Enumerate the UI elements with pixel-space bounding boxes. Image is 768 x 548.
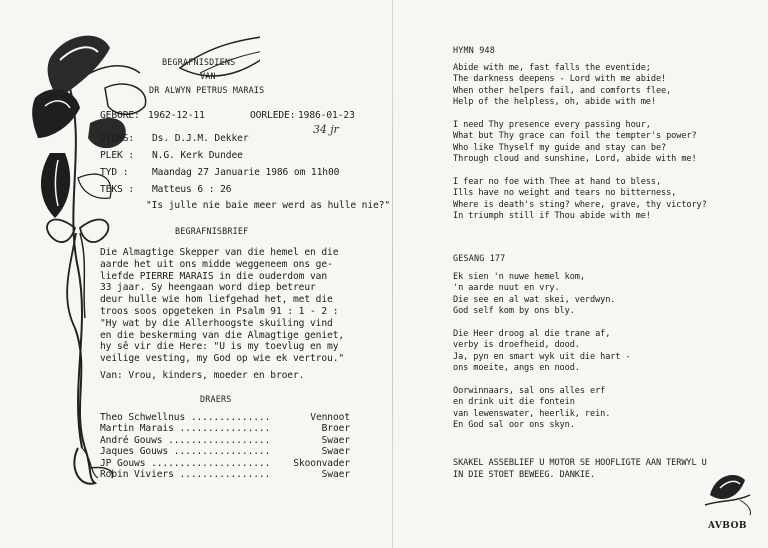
- detail-value: Maandag 27 Januarie 1986 om 11h00: [152, 167, 340, 178]
- hymn-line: In triumph still if Thou abide with me!: [453, 211, 651, 222]
- brief-title: BEGRAFNISBRIEF: [175, 226, 249, 236]
- brief-line: troos soos opgeteken in Psalm 91 : 1 - 2 :: [100, 305, 339, 317]
- headlights-notice: [453, 457, 707, 481]
- gesang-line: Ek sien 'n nuwe hemel kom,: [453, 272, 585, 282]
- draer-name: JP Gouws .....................: [100, 457, 271, 469]
- oorlede-label: OORLEDE:: [250, 110, 296, 121]
- draer-row: [100, 412, 350, 423]
- gebore-value: 1962-12-11: [148, 110, 205, 121]
- detail-label: TEKS :: [100, 184, 135, 195]
- draer-name: Robin Viviers ................: [100, 469, 271, 481]
- draer-row: [100, 435, 350, 446]
- draer-row: [100, 458, 350, 469]
- draer-row: [100, 469, 350, 480]
- draer-role: Swaer: [321, 446, 350, 458]
- brief-line: 33 jaar. Sy heengaan word diep betreur: [100, 282, 316, 294]
- gesang-title: GESANG 177: [453, 253, 506, 263]
- family-line: Van: Vrou, kinders, moeder en broer.: [100, 370, 305, 381]
- detail-label: TYD :: [100, 167, 129, 178]
- gesang-line: Die see en al wat skei, verdwyn.: [453, 294, 616, 305]
- brief-line: en die beskerming van die Almagtige geniet,: [100, 329, 345, 341]
- hymn-line: When other helpers fail, and comforts flee,: [453, 85, 672, 96]
- hymn-line: I need Thy presence every passing hour,: [453, 120, 651, 131]
- brief-line: veilige vesting, my God op wie ek vertrou.": [100, 353, 345, 365]
- service-details: [100, 133, 339, 201]
- gesang-line: En God sal oor ons skyn.: [453, 420, 575, 431]
- page-fold: [392, 0, 393, 548]
- draer-role: Broer: [321, 423, 350, 435]
- signature-mark: AVBOB: [708, 521, 748, 531]
- hymn-line: Who like Thyself my guide and stay can be?: [453, 142, 667, 153]
- brief-body: [100, 247, 344, 365]
- hymn-line: Help of the helpless, oh, abide with me!: [453, 97, 656, 108]
- van-label: VAN: [200, 71, 216, 81]
- draers-title: DRAERS: [200, 394, 232, 404]
- gesang-line: God self kom by ons bly.: [453, 306, 575, 317]
- hymn-line: Ills have no weight and tears no bitterness,: [453, 188, 677, 199]
- notice-line: SKAKEL ASSEBLIEF U MOTOR SE HOOFLIGTE AAN TERWYL U: [453, 458, 707, 468]
- draer-role: Swaer: [321, 434, 350, 446]
- draer-role: Vennoot: [310, 412, 350, 423]
- scripture-quote: "Is julle nie baie meer werd as hulle nie?": [146, 200, 391, 211]
- oorlede-value: 1986-01-23: [298, 110, 355, 121]
- gesang-line: Oorwinnaars, sal ons alles erf: [453, 386, 606, 397]
- detail-value: Ds. D.J.M. Dekker: [152, 133, 249, 144]
- handwritten-age: 34 jr: [313, 123, 339, 136]
- detail-value: N.G. Kerk Dundee: [152, 150, 243, 161]
- brief-line: "Hy wat by die Allerhoogste skuiling vind: [100, 317, 333, 329]
- gesang-line: 'n aarde nuut en vry.: [453, 283, 560, 294]
- gesang-line: ons moeite, angs en nood.: [453, 363, 580, 374]
- draer-role: Swaer: [321, 469, 350, 481]
- notice-line: IN DIE STOET BEWEEG. DANKIE.: [453, 470, 596, 480]
- gesang-line: verby is droefheid, dood.: [453, 340, 580, 351]
- hymn-line: I fear no foe with Thee at hand to bless,: [453, 177, 662, 188]
- draers-list: [100, 412, 350, 480]
- draer-name: André Gouws ..................: [100, 434, 271, 446]
- detail-value: Matteus 6 : 26: [152, 184, 232, 195]
- hymn-line: What but Thy grace can foil the tempter's power?: [453, 131, 697, 142]
- draer-row: [100, 446, 350, 457]
- hymn-text: [453, 63, 707, 223]
- brief-line: liefde PIERRE MARAIS in die ouderdom van: [100, 270, 328, 282]
- brief-line: deur hulle wie hom liefgehad het, met die: [100, 294, 333, 306]
- gebore-label: GEBORE:: [100, 110, 140, 121]
- gesang-text: [453, 272, 631, 432]
- detail-label: PLEK :: [100, 150, 135, 161]
- gesang-line: Ja, pyn en smart wyk uit die hart -: [453, 351, 631, 362]
- gesang-line: en drink uit die fontein: [453, 397, 575, 408]
- draer-role: Skoonvader: [293, 457, 350, 469]
- draer-name: Theo Schwellnus ..............: [100, 412, 271, 423]
- brief-line: Die Almagtige Skepper van die hemel en die: [100, 247, 339, 258]
- gesang-line: van lewenswater, heerlik, rein.: [453, 408, 611, 419]
- hymn-title: HYMN 948: [453, 45, 495, 55]
- detail-label: DIENS:: [100, 133, 135, 144]
- draer-row: [100, 423, 350, 434]
- hymn-line: Where is death's sting? where, grave, thy victory?: [453, 199, 707, 210]
- brief-line: hy sê vir die Here: "U is my toevlug en my: [100, 341, 339, 353]
- service-title: BEGRAFNISDIENS: [162, 57, 236, 67]
- corner-flower-illustration: [700, 460, 760, 520]
- draer-name: Jaques Gouws .................: [100, 446, 271, 458]
- hymn-line: Abide with me, fast falls the eventide;: [453, 63, 651, 73]
- draer-name: Martin Marais ................: [100, 423, 271, 435]
- hymn-line: The darkness deepens - Lord with me abide!: [453, 74, 667, 85]
- gesang-line: Die Heer droog al die trane af,: [453, 329, 611, 340]
- hymn-line: Through cloud and sunshine, Lord, abide with me!: [453, 154, 697, 165]
- brief-line: aarde het uit ons midde weggeneem ons ge-: [100, 258, 333, 270]
- deceased-name: DR ALWYN PETRUS MARAIS: [149, 85, 265, 95]
